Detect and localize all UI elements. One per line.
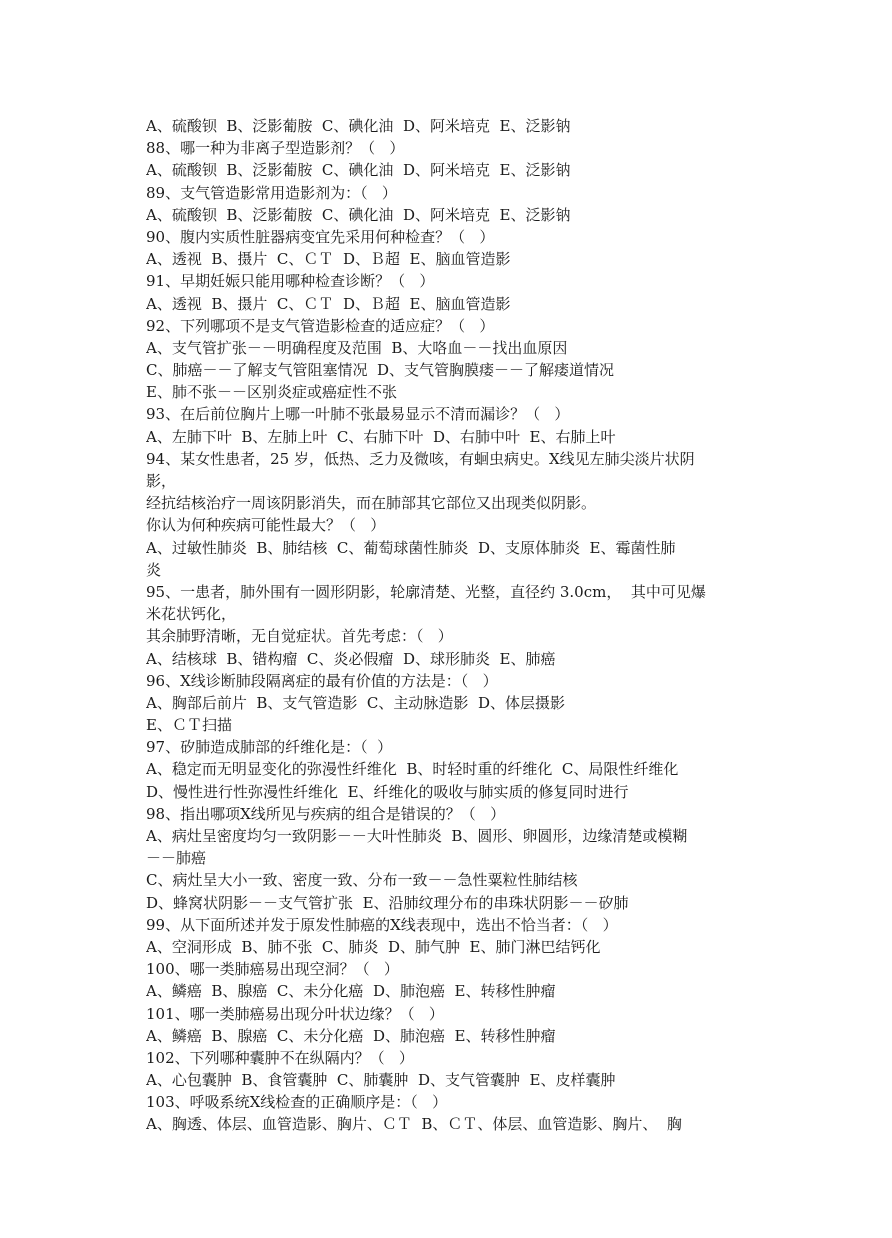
text-line: －－肺癌 [146,849,207,868]
text-line: 91、早期妊娠只能用哪种检查诊断？（ ） [146,272,435,291]
text-line: 89、支气管造影常用造影剂为：（ ） [146,183,397,202]
text-line: A、左肺下叶 B、左肺上叶 C、右肺下叶 D、右肺中叶 E、右肺上叶 [146,427,616,446]
text-line: 88、哪一种为非离子型造影剂？（ ） [146,139,405,158]
text-line: A、硫酸钡 B、泛影葡胺 C、碘化油 D、阿米培克 E、泛影钠 [146,117,571,135]
text-line: 90、腹内实质性脏器病变宜先采用何种检查？（ ） [146,227,495,246]
text-line: A、心包囊肿 B、食管囊肿 C、肺囊肿 D、支气管囊肿 E、皮样囊肿 [146,1071,616,1090]
text-line: A、支气管扩张－－明确程度及范围 B、大咯血－－找出血原因 [146,338,568,357]
text-line: A、过敏性肺炎 B、肺结核 C、葡萄球菌性肺炎 D、支原体肺炎 E、霉菌性肺 [146,538,676,557]
text-line: 103、呼吸系统X线检查的正确顺序是：（ ） [146,1093,448,1112]
text-line: 97、矽肺造成肺部的纤维化是：（ ） [146,738,393,757]
text-line: A、透视 B、摄片 C、ＣＴ D、Ｂ超 E、脑血管造影 [146,250,511,269]
text-line: A、鳞癌 B、腺癌 C、未分化癌 D、肺泡癌 E、转移性肿瘤 [146,1026,556,1045]
text-line: D、慢性进行性弥漫性纤维化 E、纤维化的吸收与肺实质的修复同时进行 [146,782,629,801]
text-line: 98、指出哪项X线所见与疾病的组合是错误的？（ ） [146,804,506,823]
text-line: A、稳定而无明显变化的弥漫性纤维化 B、时轻时重的纤维化 C、局限性纤维化 [146,760,679,779]
text-line: C、病灶呈大小一致、密度一致、分布一致－－急性粟粒性肺结核 [146,871,578,890]
text-line: 94、某女性患者，25 岁，低热、乏力及微咳，有蛔虫病史。X线见左肺尖淡片状阴 [146,449,695,468]
text-line: 101、哪一类肺癌易出现分叶状边缘？（ ） [146,1004,444,1023]
text-line: 炎 [146,560,162,579]
text-line: A、胸透、体层、血管造影、胸片、ＣＴ B、ＣＴ、体层、血管造影、胸片、 胸 [146,1115,682,1134]
text-line: A、硫酸钡 B、泛影葡胺 C、碘化油 D、阿米培克 E、泛影钠 [146,161,571,180]
text-line: A、病灶呈密度均匀一致阴影－－大叶性肺炎 B、圆形、卵圆形，边缘清楚或模糊 [146,827,688,845]
text-line: 96、X线诊断肺段隔离症的最有价值的方法是：（ ） [146,671,498,690]
text-line: A、透视 B、摄片 C、ＣＴ D、Ｂ超 E、脑血管造影 [146,294,511,313]
text-line: 100、哪一类肺癌易出现空洞？（ ） [146,960,399,979]
text-line: 95、一患者，肺外围有一圆形阴影，轮廓清楚、光整，直径约 3.0cm， 其中可见爆 [146,582,706,601]
text-line: C、肺癌－－了解支气管阻塞情况 D、支气管胸膜瘘－－了解瘘道情况 [146,361,615,380]
text-line: A、胸部后前片 B、支气管造影 C、主动脉造影 D、体层摄影 [146,693,565,712]
text-line: A、鳞癌 B、腺癌 C、未分化癌 D、肺泡癌 E、转移性肿瘤 [146,982,556,1001]
text-line: E、ＣＴ扫描 [146,716,232,735]
text-line: 93、在后前位胸片上哪一叶肺不张最易显示不清而漏诊？（ ） [146,405,570,424]
text-line: A、硫酸钡 B、泛影葡胺 C、碘化油 D、阿米培克 E、泛影钠 [146,205,571,224]
text-line: 影， [146,472,177,490]
text-line: D、蜂窝状阴影－－支气管扩张 E、沿肺纹理分布的串珠状阴影－－矽肺 [146,893,629,912]
text-line: E、肺不张－－区别炎症或癌症性不张 [146,383,397,402]
text-line: 99、从下面所述并发于原发性肺癌的X线表现中，选出不恰当者：（ ） [146,915,618,934]
text-line: 其余肺野清晰，无自觉症状。首先考虑：（ ） [146,627,453,646]
text-line: 92、下列哪项不是支气管造影检查的适应症？（ ） [146,316,495,335]
text-line: 经抗结核治疗一周该阴影消失，而在肺部其它部位又出现类似阴影。 [146,494,597,513]
document-body [146,115,756,1136]
text-line: A、结核球 B、错构瘤 C、炎必假瘤 D、球形肺炎 E、肺癌 [146,649,556,668]
text-line: 你认为何种疾病可能性最大？（ ） [146,516,386,535]
text-line: A、空洞形成 B、肺不张 C、肺炎 D、肺气肿 E、肺门淋巴结钙化 [146,937,601,956]
text-line: 102、下列哪种囊肿不在纵隔内？（ ） [146,1048,414,1067]
text-line: 米花状钙化， [146,605,237,624]
